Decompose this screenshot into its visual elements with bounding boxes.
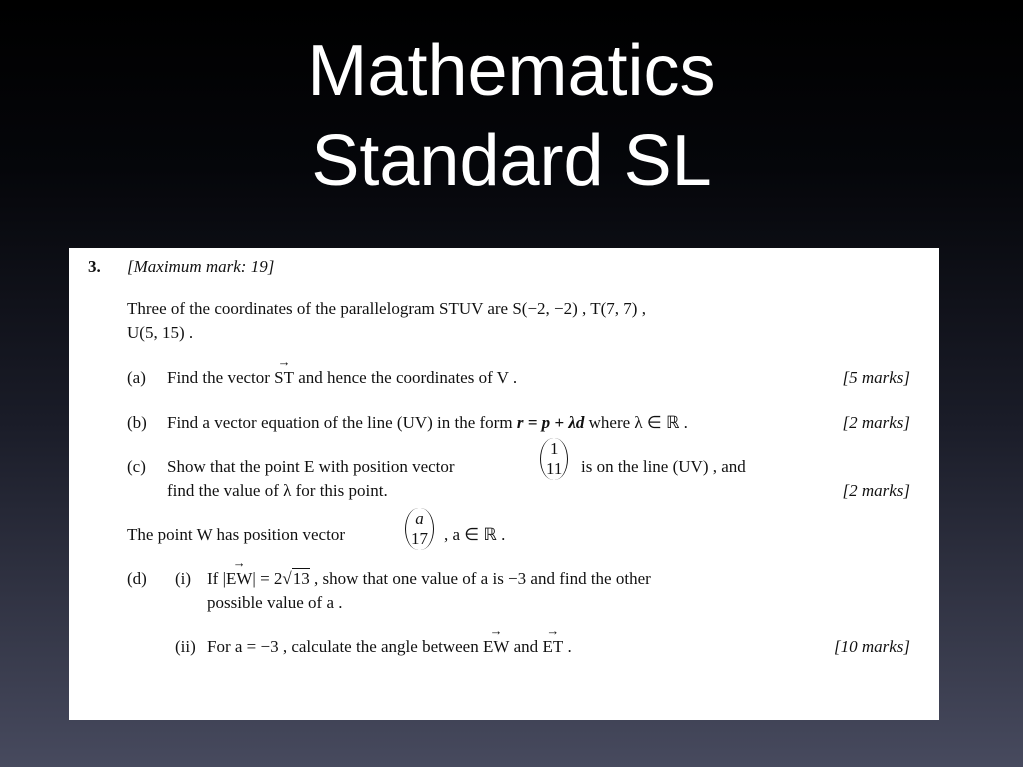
part-d-i-line2: possible value of a . (207, 593, 343, 612)
vector-st: → ST (274, 368, 294, 388)
part-d-i-text2: | = 2 (252, 569, 283, 588)
column-vector-e (536, 438, 572, 480)
line-equation: r = p + λd (516, 413, 585, 432)
part-b-text-before: Find a vector equation of the line (UV) in the form (167, 413, 517, 432)
part-c-text-before: Show that the point E with position vector (167, 457, 455, 476)
part-d-i-text (207, 569, 651, 589)
vector-w-bottom: 17 (411, 529, 428, 548)
slide-title-line2: Standard SL (311, 121, 712, 201)
part-a-marks: [5 marks] (842, 368, 910, 387)
part-b-text (167, 413, 688, 433)
part-d-ii-text3: . (563, 637, 572, 656)
slide-title-line1: Mathematics (307, 31, 716, 111)
part-d-i-label: (i) (175, 569, 192, 588)
vector-w-top: a (415, 509, 424, 528)
part-d-ii-text2: and (509, 637, 543, 656)
part-d-ii-label: (ii) (175, 637, 196, 656)
part-a-text-after: and hence the coordinates of V . (294, 368, 518, 387)
sqrt-icon: √ (282, 569, 292, 588)
part-d-marks: [10 marks] (833, 637, 910, 656)
part-d-ii-text1: For a = −3 , calculate the angle between (207, 637, 483, 656)
part-c-line2: find the value of λ for this point. (167, 481, 388, 500)
vector-et: → ET (542, 637, 563, 657)
part-d-i-text3: , show that one value of a is −3 and find the other (309, 569, 651, 588)
part-b-marks: [2 marks] (842, 413, 910, 432)
intro-line1: Three of the coordinates of the parallelogram STUV are S(−2, −2) , T(7, 7) , (127, 299, 646, 318)
vector-e-bottom: 11 (546, 459, 563, 478)
slide-title (0, 26, 1023, 206)
part-b-label: (b) (127, 413, 147, 432)
vector-ew: → EW (226, 569, 252, 589)
part-d-label: (d) (127, 569, 147, 588)
exam-question-image (69, 248, 939, 720)
max-mark: [Maximum mark: 19] (127, 257, 275, 276)
part-a-text-before: Find the vector (167, 368, 275, 387)
part-c-label: (c) (127, 457, 146, 476)
part-a-label: (a) (127, 368, 146, 387)
w-text-before: The point W has position vector (127, 525, 345, 544)
column-vector-w (401, 508, 438, 550)
w-text-after: , a ∈ ℝ . (444, 525, 506, 544)
intro-line2: U(5, 15) . (127, 323, 194, 342)
question-number: 3. (88, 257, 101, 276)
vector-ew-2: → EW (483, 637, 509, 657)
part-c-marks: [2 marks] (842, 481, 910, 500)
sqrt-value: 13 (292, 569, 310, 588)
part-d-i-text1: If | (207, 569, 226, 588)
part-c-text-after: is on the line (UV) , and (581, 457, 746, 476)
part-a-text (167, 368, 517, 388)
vector-e-top: 1 (549, 439, 559, 458)
part-b-text-after: where λ ∈ ℝ . (584, 413, 688, 432)
part-d-ii-text (207, 637, 572, 657)
